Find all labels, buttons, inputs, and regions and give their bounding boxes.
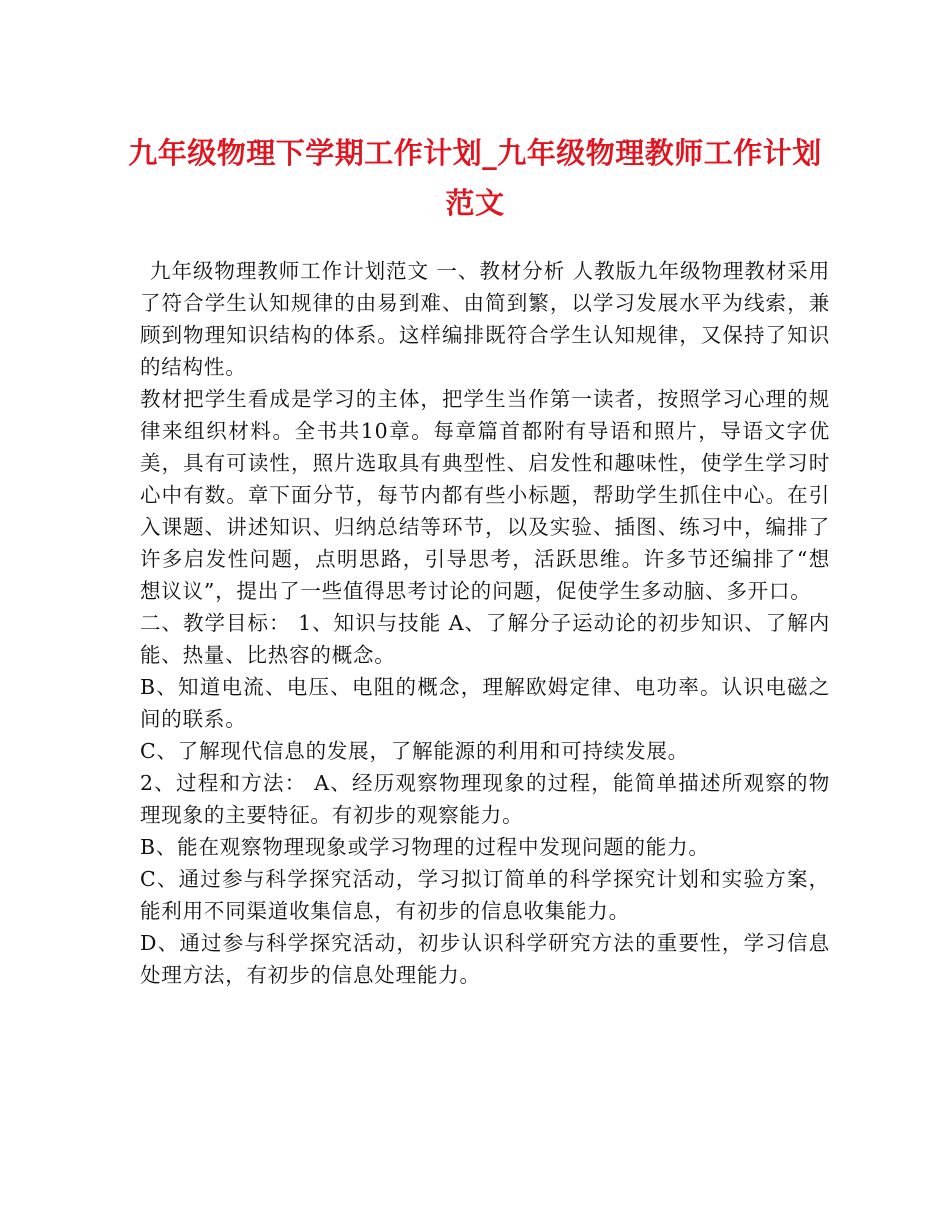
paragraph-teaching-goals-knowledge-a: 二、教学目标： 1、知识与技能 A、了解分子运动论的初步知识、了解内能、热量、比热容的概念。: [140, 611, 830, 667]
paragraph-process-method-a: 2、过程和方法： A、经历观察物理现象的过程，能简单描述所观察的物理现象的主要特征。有初步的观察能力。: [140, 771, 830, 827]
paragraph-knowledge-c: C、了解现代信息的发展，了解能源的利用和可持续发展。: [140, 739, 689, 763]
paragraph-process-method-b: B、能在观察物理现象或学习物理的过程中发现问题的能力。: [140, 835, 710, 859]
paragraph-knowledge-b: B、知道电流、电压、电阻的概念，理解欧姆定律、电功率。认识电磁之间的联系。: [140, 675, 830, 731]
paragraph-process-method-c: C、通过参与科学探究活动，学习拟订简单的科学探究计划和实验方案，能利用不同渠道收集信息，有初步的信息收集能力。: [140, 867, 830, 923]
document-title: 九年级物理下学期工作计划_九年级物理教师工作计划范文: [128, 136, 822, 220]
document-body: [140, 255, 830, 991]
paragraph-process-method-d: D、通过参与科学探究活动，初步认识科学研究方法的重要性，学习信息处理方法，有初步的信息处理能力。: [140, 931, 830, 987]
paragraph-textbook-analysis: 九年级物理教师工作计划范文 一、教材分析 人教版九年级物理教材采用了符合学生认知规律的由易到难、由简到繁，以学习发展水平为线索，兼顾到物理知识结构的体系。这样编排既符合学生认知规律，又保持了知识的结构性。: [140, 259, 830, 379]
paragraph-textbook-structure: 教材把学生看成是学习的主体，把学生当作第一读者，按照学习心理的规律来组织材料。全书共10章。每章篇首都附有导语和照片，导语文字优美，具有可读性，照片选取具有典型性、启发性和趣味性，使学生学习时心中有数。章下面分节，每节内都有些小标题，帮助学生抓住中心。在引入课题、讲述知识、归纳总结等环节，以及实验、插图、练习中，编排了许多启发性问题，点明思路，引导思考，活跃思维。许多节还编排了“想想议议”，提出了一些值得思考讨论的问题，促使学生多动脑、多开口。: [140, 387, 830, 603]
